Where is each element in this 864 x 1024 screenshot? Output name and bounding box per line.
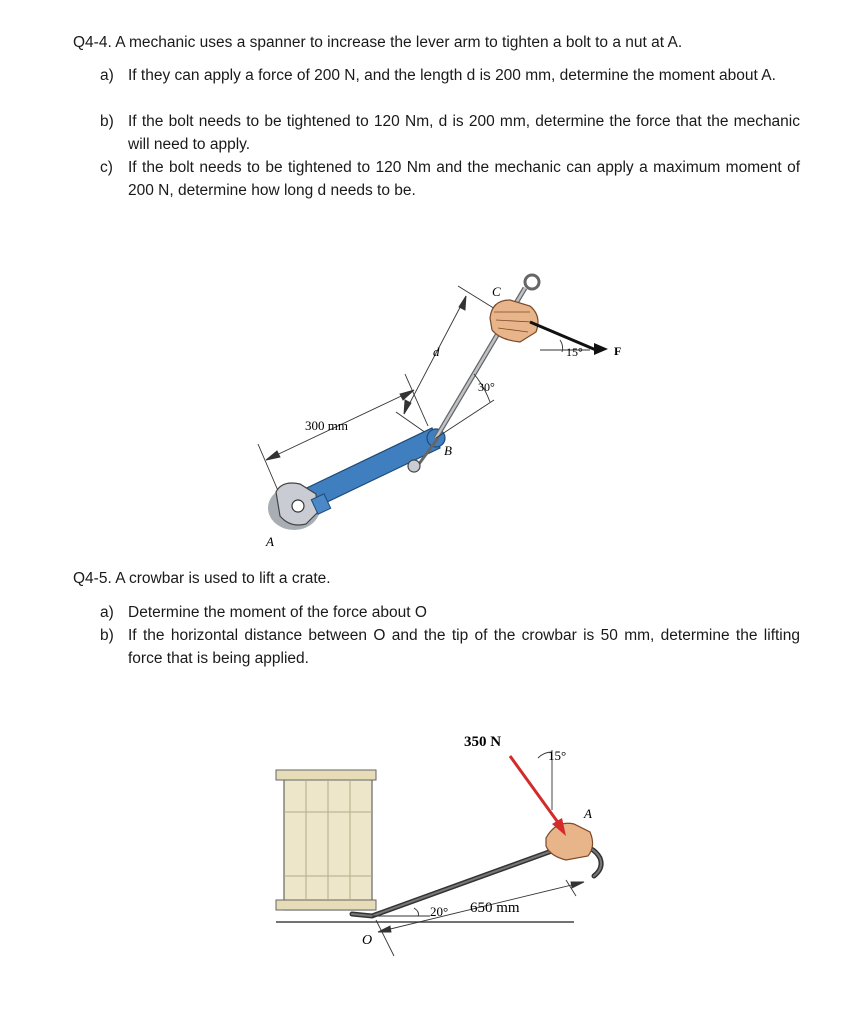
item-text: If they can apply a force of 200 N, and the length d is 200 mm, determine the moment about A. bbox=[128, 67, 776, 84]
crate bbox=[276, 770, 376, 910]
wrench bbox=[276, 428, 445, 525]
label-15deg: 15° bbox=[566, 345, 583, 359]
crowbar-figure bbox=[0, 700, 864, 1000]
item-label: c) bbox=[100, 159, 113, 176]
item-label: b) bbox=[100, 627, 114, 644]
label-650mm: 650 mm bbox=[470, 900, 520, 916]
label-350N: 350 N bbox=[464, 734, 502, 750]
item-label: b) bbox=[100, 113, 114, 130]
item-text: If the horizontal distance between O and the tip of the crowbar is 50 mm, determine the lifting force that is being applied. bbox=[128, 627, 800, 667]
label-A: A bbox=[584, 806, 592, 821]
item-text: If the bolt needs to be tightened to 120 Nm and the mechanic can apply a maximum moment of 200 N, determine how long d needs to be. bbox=[128, 159, 800, 199]
label-d: d bbox=[433, 344, 440, 359]
label-C: C bbox=[492, 284, 501, 299]
label-20deg: 20° bbox=[430, 904, 449, 919]
label-F: F bbox=[614, 344, 622, 358]
q44-title: Q4-4. A mechanic uses a spanner to increase the lever arm to tighten a bolt to a nut at A. bbox=[73, 34, 683, 51]
item-text: Determine the moment of the force about O bbox=[128, 604, 427, 621]
q45-item-a bbox=[100, 601, 800, 624]
item-text: If the bolt needs to be tightened to 120 Nm, d is 200 mm, determine the force that the mechanic will need to apply. bbox=[128, 113, 800, 153]
item-label: a) bbox=[100, 67, 114, 84]
label-B: B bbox=[444, 443, 452, 458]
q45-item-b bbox=[100, 624, 800, 670]
dimension-650mm bbox=[372, 880, 584, 956]
label-15deg: 15° bbox=[548, 748, 567, 763]
item-label: a) bbox=[100, 604, 114, 621]
label-A: A bbox=[266, 534, 274, 549]
q45-title: Q4-5. A crowbar is used to lift a crate. bbox=[73, 570, 331, 587]
label-30deg: 30° bbox=[478, 380, 495, 394]
hand-icon bbox=[546, 823, 593, 860]
label-300mm: 300 mm bbox=[305, 418, 348, 433]
label-O: O bbox=[362, 933, 373, 948]
